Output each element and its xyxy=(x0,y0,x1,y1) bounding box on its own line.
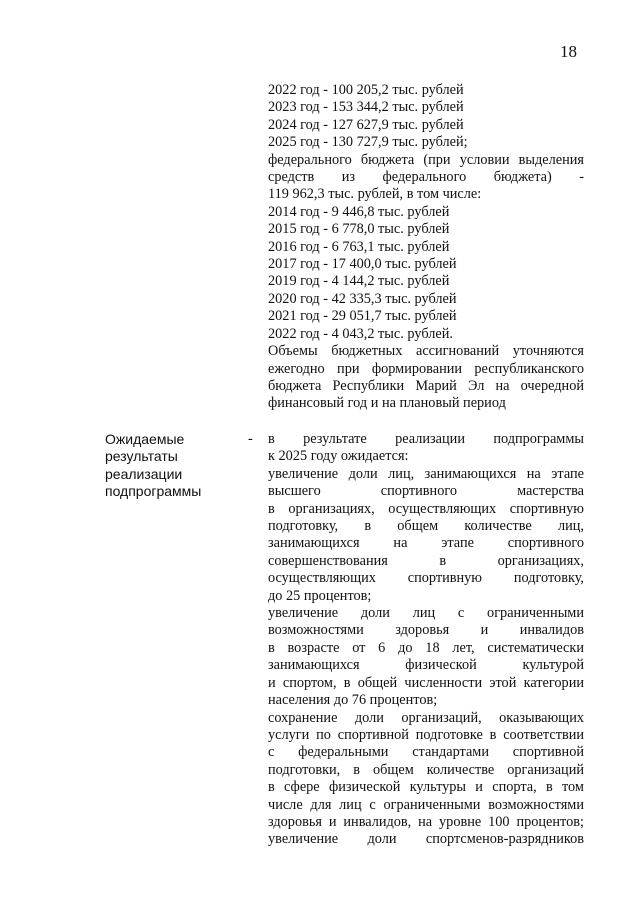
volumes-line: финансовый год и на плановый период xyxy=(268,395,506,412)
results-line: подготовку, в общем количестве лиц, xyxy=(268,518,584,535)
federal-budget-line: федерального бюджета (при условии выделения xyxy=(268,151,584,168)
results-line: высшего спортивного мастерства xyxy=(268,483,584,500)
results-line: с федеральными стандартами спортивной xyxy=(268,744,584,761)
results-block xyxy=(268,431,584,849)
funding-line: 2014 год - 9 446,8 тыс. рублей xyxy=(268,203,450,220)
word: федерального xyxy=(382,169,467,186)
funding-line: 2021 год - 29 051,7 тыс. рублей xyxy=(268,308,457,325)
page-number: 18 xyxy=(560,42,577,61)
results-line: возможностями здоровья и инвалидов xyxy=(268,622,584,639)
word: из xyxy=(341,169,356,186)
volumes-line: бюджета Республики Марий Эл на очередной xyxy=(268,377,584,394)
volumes-line: Объемы бюджетных ассигнований уточняются xyxy=(268,343,584,360)
word: - xyxy=(579,169,584,186)
funding-line: 2023 год - 153 344,2 тыс. рублей xyxy=(268,99,464,116)
results-line: увеличение доли лиц с ограниченными xyxy=(268,605,584,622)
results-line: до 25 процентов; xyxy=(268,587,372,604)
label-dash: - xyxy=(248,431,253,447)
funding-line: 2024 год - 127 627,9 тыс. рублей xyxy=(268,116,464,133)
results-line: и спортом, в общей численности этой категории xyxy=(268,674,584,691)
funding-line: 2022 год - 100 205,2 тыс. рублей xyxy=(268,82,464,98)
results-line: увеличение доли лиц, занимающихся на этапе xyxy=(268,465,584,482)
results-line: подготовки, в общем количестве организаций xyxy=(268,761,584,778)
results-line: занимающихся физической культурой xyxy=(268,657,584,674)
funding-line: 2025 год - 130 727,9 тыс. рублей; xyxy=(268,134,468,151)
label-line: Ожидаемые xyxy=(105,431,185,447)
funding-line: 2015 год - 6 778,0 тыс. рублей xyxy=(268,221,450,238)
results-line: сохранение доли организаций, оказывающих xyxy=(268,709,584,726)
funding-line: 2022 год - 4 043,2 тыс. рублей. xyxy=(268,325,453,342)
word: бюджета) xyxy=(493,169,552,186)
funding-line: 2017 год - 17 400,0 тыс. рублей xyxy=(268,256,457,273)
results-line: увеличение доли спортсменов-разрядников xyxy=(268,831,584,848)
results-line: здоровья и инвалидов, на уровне 100 процентов; xyxy=(268,813,584,830)
results-line: населения до 76 процентов; xyxy=(268,692,438,709)
results-line: совершенствования в организациях, xyxy=(268,552,584,569)
expected-results-label xyxy=(105,431,245,501)
results-line: в сфере физической культуры и спорта, в том xyxy=(268,779,584,796)
results-line: в результате реализации подпрограммы xyxy=(268,431,584,447)
results-line: занимающихся на этапе спортивного xyxy=(268,535,584,552)
results-line: в возрасте от 6 до 18 лет, систематически xyxy=(268,639,584,656)
funding-line: 2016 год - 6 763,1 тыс. рублей xyxy=(268,238,450,255)
results-line: осуществляющих спортивную подготовку, xyxy=(268,570,584,587)
results-line: числе для лиц с ограниченными возможностями xyxy=(268,796,584,813)
label-line: подпрограммы xyxy=(105,483,202,500)
volumes-line: ежегодно при формировании республиканского xyxy=(268,360,584,377)
funding-line: 2020 год - 42 335,3 тыс. рублей xyxy=(268,290,457,307)
results-line: услуги по спортивной подготовке в соответствии xyxy=(268,726,584,743)
label-line: реализации xyxy=(105,465,183,482)
word: средств xyxy=(268,169,315,186)
federal-budget-line xyxy=(268,169,584,186)
funding-block xyxy=(268,82,584,413)
funding-line: 2019 год - 4 144,2 тыс. рублей xyxy=(268,273,450,290)
label-line: результаты xyxy=(105,448,178,465)
federal-budget-total: 119 962,3 тыс. рублей, в том числе: xyxy=(268,186,482,203)
results-line: к 2025 году ожидается: xyxy=(268,448,409,465)
results-line: в организациях, осуществляющих спортивную xyxy=(268,500,584,517)
